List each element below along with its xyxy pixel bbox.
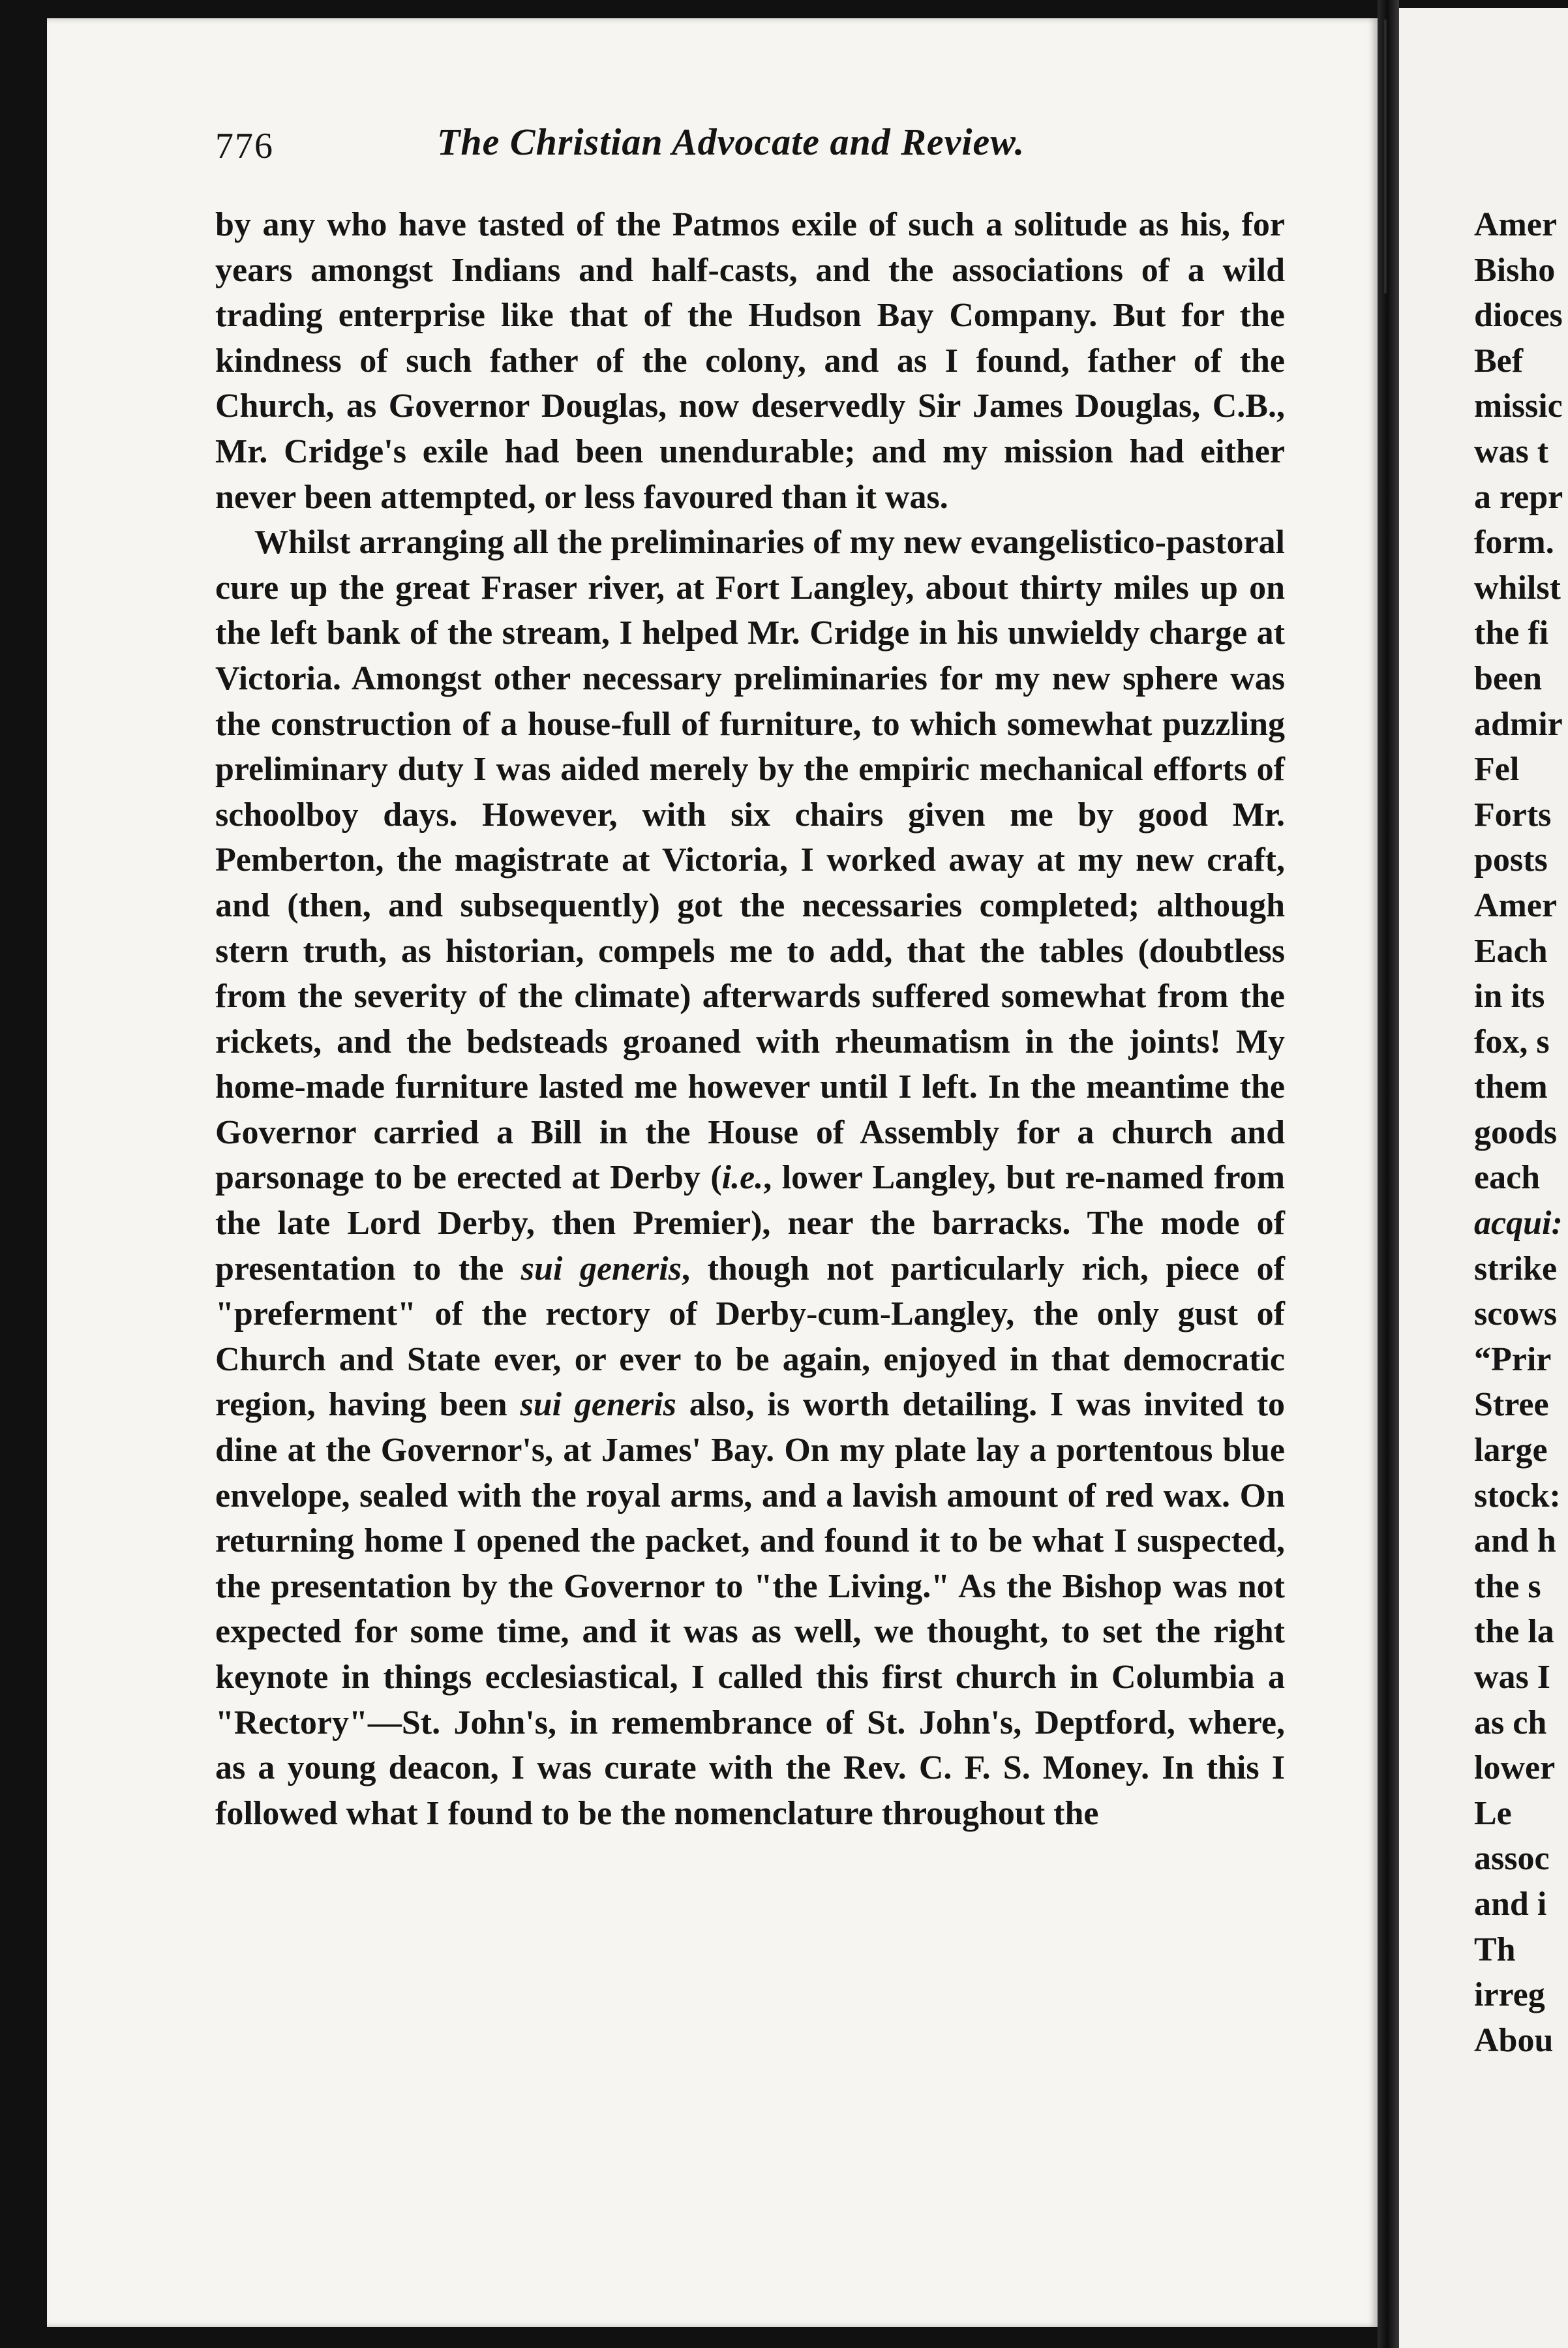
gutter-shadow-mark xyxy=(1384,20,1387,294)
facing-page-line: acqui: xyxy=(1474,1205,1563,1242)
facing-page-line: and h xyxy=(1474,1522,1556,1560)
facing-page-line: fox, s xyxy=(1474,1023,1550,1061)
facing-page-line: irreg xyxy=(1474,1976,1545,2014)
page-number: 776 xyxy=(215,126,274,166)
facing-page-line: was I xyxy=(1474,1659,1551,1696)
facing-page-line: missic xyxy=(1474,387,1563,425)
facing-page-line: Each xyxy=(1474,932,1548,970)
paragraph: by any who have tasted of the Patmos exile of such a solitude as his, for years amongst Indians and half-casts, and the associations of a wild trading enterprise like that of the Hudson Bay Company. But for the kindness of such father of the colony, and as I found, father of the Church, as Governor Douglas, now deservedly Sir James Douglas, C.B., Mr. Cridge's exile had been unendurable; and my mission had either never been attempted, or less favoured than it was. xyxy=(215,206,1285,516)
body-text xyxy=(215,202,1285,1836)
facing-page-line: strike xyxy=(1474,1250,1558,1287)
journal-title: The Christian Advocate and Review. xyxy=(437,121,1025,163)
facing-page-line: form. xyxy=(1474,524,1554,562)
facing-page-line: Amer xyxy=(1474,206,1558,243)
facing-page-line: assoc xyxy=(1474,1840,1550,1878)
facing-page-line: goods xyxy=(1474,1113,1558,1151)
italic-latin-phrase: sui generis xyxy=(520,1250,682,1287)
facing-page-line: dioces xyxy=(1474,297,1563,335)
facing-page-line: whilst xyxy=(1474,569,1561,607)
facing-page-text xyxy=(1474,202,1568,2063)
facing-page-line: in its xyxy=(1474,978,1545,1016)
facing-page-line: Amer xyxy=(1474,886,1558,924)
facing-page-line: Fel xyxy=(1474,751,1520,789)
text-run: , lower Langley, but re-named from the late Lord Derby, then Premier), near the barracks. The mode of presentation to the xyxy=(215,1159,1286,1287)
italic-abbreviation: i.e. xyxy=(721,1159,764,1197)
text-run: also, is worth detailing. I was invited to dine at the Governor's, at James' Bay. On my plate lay a portentous blue envelope, sealed with the royal arms, and a lavish amount of red wax. On returning home I opened the packet, and found it to be what I suspected, the presentation by the Governor to "the Living." As the Bishop was not expected for some time, and it was as well, we thought, to set the right keynote in things ecclesiastical, I called this first church in Columbia a "Rectory"—St. John's, in remembrance of St. John's, Deptford, where, as a young deacon, I was curate with the Rev. C. F. S. Money. In this I followed what I found to be the nomenclature throughout the xyxy=(215,1386,1286,1832)
facing-page-line: the fi xyxy=(1474,614,1549,652)
running-head xyxy=(215,116,1298,175)
italic-latin-phrase: sui generis xyxy=(520,1386,676,1424)
facing-page-line: Le xyxy=(1474,1794,1512,1832)
facing-page-line: “Prir xyxy=(1474,1340,1552,1378)
facing-page-line: admir xyxy=(1474,705,1563,743)
facing-page-line: stock: xyxy=(1474,1477,1561,1514)
facing-page-line: Abou xyxy=(1474,2021,1554,2059)
facing-page-line: the la xyxy=(1474,1613,1554,1651)
facing-page-line: the s xyxy=(1474,1567,1541,1605)
facing-page-line: them xyxy=(1474,1068,1548,1106)
facing-page-line: been xyxy=(1474,659,1542,697)
facing-page-line: as ch xyxy=(1474,1704,1547,1741)
facing-page-line: posts xyxy=(1474,841,1548,879)
facing-page-line: Th xyxy=(1474,1931,1516,1968)
facing-page-line: Stree xyxy=(1474,1386,1549,1424)
paragraph xyxy=(215,520,1285,1836)
book-gutter xyxy=(1378,0,1399,2348)
facing-page-line: Forts xyxy=(1474,796,1552,834)
facing-page-line: and i xyxy=(1474,1885,1547,1923)
facing-page-line: scows xyxy=(1474,1295,1558,1333)
facing-page-line: Bisho xyxy=(1474,251,1556,289)
text-run: Whilst arranging all the preliminaries of my new evangelistico-pastoral cure up the great Fraser river, at Fort Langley, about thirty miles up on the left bank of the stream, I helped Mr. Cridge in his unwieldy charge at Victoria. Amongst other necessary preliminaries for my new sphere was the construction of a house-full of furniture, to which somewhat puzzling preliminary duty I was aided merely by the empiric mechanical efforts of schoolboy days. However, with six chairs given me by good Mr. Pemberton, the magistrate at Victoria, I worked away at my new craft, and (then, and subsequently) got the necessaries completed; although stern truth, as historian, compels me to add, that the tables (doubtless from the severity of the climate) afterwards suffered somewhat from the rickets, and the bedsteads groaned with rheumatism in the joints! My home-made furniture lasted me however until I left. In the meantime the Governor carried a Bill in the House of Assembly for a church and parsonage to be erected at Derby ( xyxy=(215,524,1285,1197)
facing-page-line: a repr xyxy=(1474,478,1563,516)
text-run: , though not particularly rich, piece of "preferment" of the rectory of Derby-cum-Langley, the only gust of Church and State ever, or ever to be again, enjoyed in that democratic region, having been xyxy=(215,1250,1286,1424)
facing-page-line: each xyxy=(1474,1159,1541,1197)
facing-page-line: Bef xyxy=(1474,342,1524,380)
facing-page-line: lower xyxy=(1474,1749,1556,1787)
facing-page-line: was t xyxy=(1474,432,1549,470)
facing-page-line: large xyxy=(1474,1432,1548,1469)
